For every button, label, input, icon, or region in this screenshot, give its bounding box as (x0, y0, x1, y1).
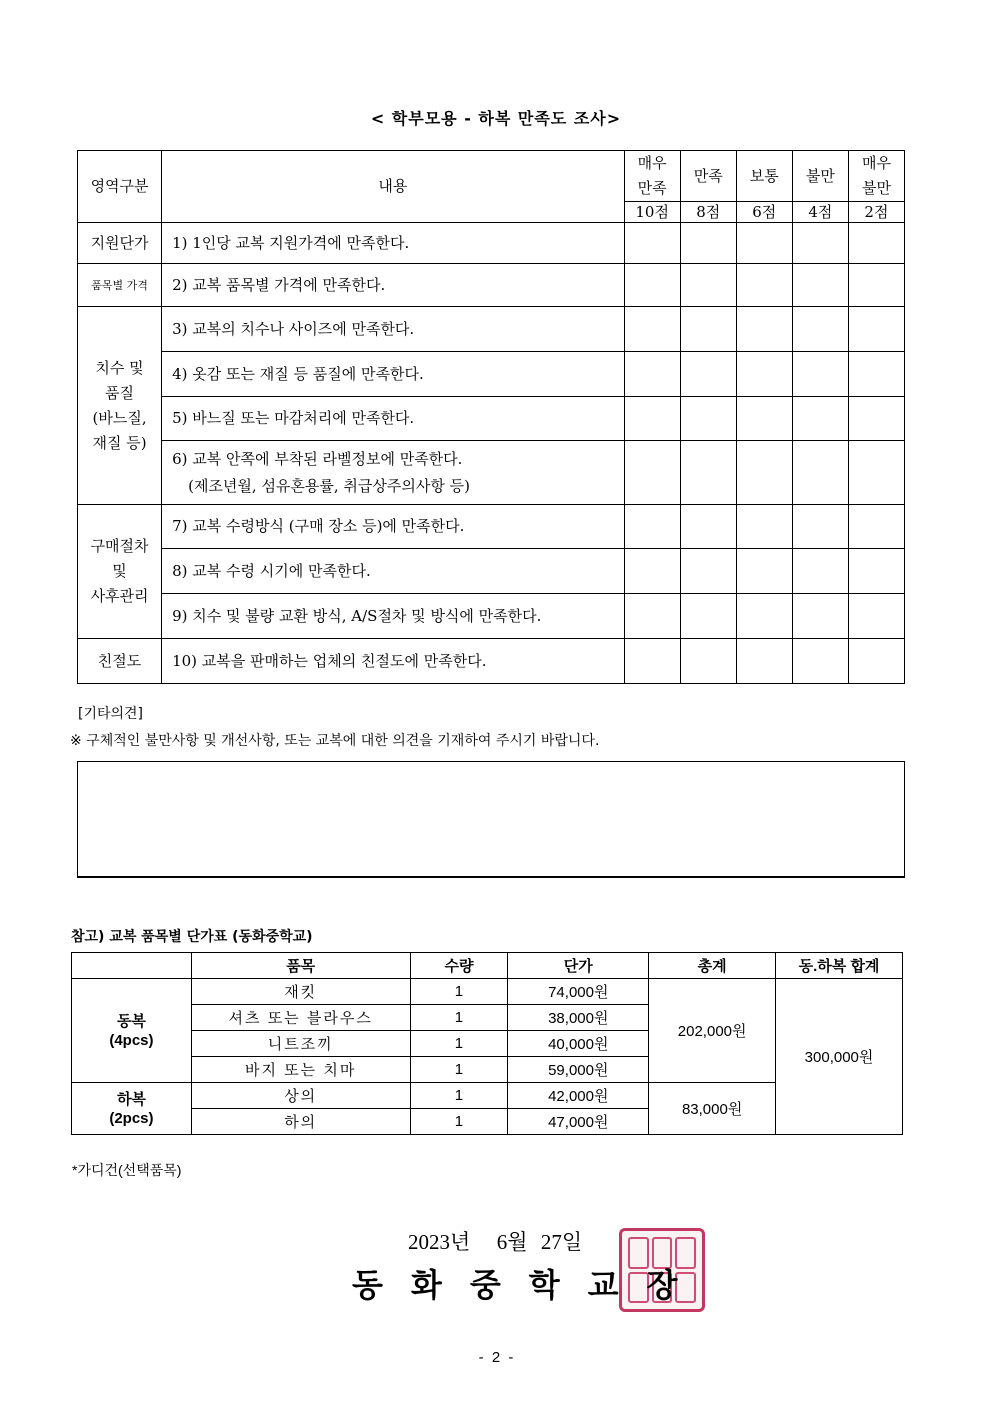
question-row-7 (78, 505, 905, 549)
rating-cell-8[interactable] (680, 594, 736, 639)
survey-header-row (78, 151, 905, 202)
area-line: 치수 및 (95, 358, 144, 377)
question-row-9 (78, 594, 905, 639)
rating-cell-4[interactable] (792, 223, 848, 264)
comment-box[interactable] (77, 761, 905, 878)
rating-cell-2[interactable] (848, 639, 904, 684)
rating-cell-4[interactable] (792, 264, 848, 307)
rating-cell-6[interactable] (736, 549, 792, 594)
header-category (72, 953, 192, 979)
rating-cell-4[interactable] (792, 441, 848, 505)
price-row (72, 979, 903, 1005)
question-text (162, 441, 625, 505)
rating-cell-4[interactable] (792, 352, 848, 397)
rating-cell-8[interactable] (680, 441, 736, 505)
category-summer (72, 1083, 192, 1135)
header-quantity: 수량 (410, 953, 508, 979)
rating-cell-10[interactable] (624, 223, 680, 264)
item-price: 40,000원 (508, 1031, 649, 1057)
question-text: 1) 1인당 교복 지원가격에 만족한다. (162, 223, 625, 264)
rating-cell-8[interactable] (680, 223, 736, 264)
area-support-price: 지원단가 (78, 223, 162, 264)
points-10: 10점 (624, 202, 680, 223)
header-area: 영역구분 (78, 151, 162, 223)
item-qty: 1 (410, 1083, 508, 1109)
area-line: 사후관리 (90, 587, 149, 605)
area-line: (바느질, (92, 408, 147, 427)
question-text: 10) 교복을 판매하는 업체의 친절도에 만족한다. (162, 639, 625, 684)
question-row-10 (78, 639, 905, 684)
price-header-row (72, 953, 903, 979)
header-item: 품목 (191, 953, 410, 979)
rating-cell-4[interactable] (792, 505, 848, 549)
other-opinions-label: [기타의견] (78, 706, 144, 722)
rating-cell-8[interactable] (680, 549, 736, 594)
item-price: 38,000원 (508, 1005, 649, 1031)
header-neutral: 보통 (736, 151, 792, 202)
issue-date: 2023년 6월 27일 (408, 1230, 583, 1254)
scale-label: 불만 (861, 179, 891, 197)
category-name: 하복 (116, 1090, 146, 1108)
header-grand-total: 동.하복 합계 (776, 953, 903, 979)
item-qty: 1 (410, 1005, 508, 1031)
question-detail: (제조년월, 섬유혼용률, 취급상주의사항 등) (188, 476, 470, 495)
header-very-dissatisfied (848, 151, 904, 202)
item-name: 니트조끼 (191, 1031, 410, 1057)
rating-cell-2[interactable] (848, 264, 904, 307)
rating-cell-2[interactable] (848, 505, 904, 549)
area-kindness: 친절도 (78, 639, 162, 684)
question-row-2 (78, 264, 905, 307)
question-main: 6) 교복 안쪽에 부착된 라벨정보에 만족한다. (172, 449, 463, 468)
area-line: 품질 (105, 383, 135, 402)
price-table-caption: 참고) 교복 품목별 단가표 (동화중학교) (71, 929, 313, 945)
survey-title: < 학부모용 - 하복 만족도 조사> (370, 109, 622, 128)
rating-cell-8[interactable] (680, 264, 736, 307)
question-row-3 (78, 307, 905, 352)
item-price: 47,000원 (508, 1109, 649, 1135)
rating-cell-10[interactable] (624, 397, 680, 441)
header-dissatisfied: 불만 (792, 151, 848, 202)
rating-cell-6[interactable] (736, 505, 792, 549)
question-text: 2) 교복 품목별 가격에 만족한다. (162, 264, 625, 307)
scale-label: 매우 (637, 154, 667, 172)
question-text: 5) 바느질 또는 마감처리에 만족한다. (162, 397, 625, 441)
rating-cell-10[interactable] (624, 549, 680, 594)
item-name: 하의 (191, 1109, 410, 1135)
category-winter (72, 979, 192, 1083)
item-qty: 1 (410, 1057, 508, 1083)
header-satisfied: 만족 (680, 151, 736, 202)
rating-cell-2[interactable] (848, 223, 904, 264)
item-qty: 1 (410, 979, 508, 1005)
item-name: 바지 또는 치마 (191, 1057, 410, 1083)
footnote: *가디건(선택품목) (72, 1162, 182, 1178)
rating-cell-2[interactable] (848, 594, 904, 639)
other-opinions-note: ※ 구체적인 불만사항 및 개선사항, 또는 교복에 대한 의견을 기재하여 주시기 바랍니다. (70, 733, 600, 749)
rating-cell-4[interactable] (792, 639, 848, 684)
question-row-6 (78, 441, 905, 505)
rating-cell-6[interactable] (736, 352, 792, 397)
rating-cell-4[interactable] (792, 307, 848, 352)
item-price: 42,000원 (508, 1083, 649, 1109)
rating-cell-6[interactable] (736, 223, 792, 264)
rating-cell-2[interactable] (848, 307, 904, 352)
question-text: 7) 교복 수령방식 (구매 장소 등)에 만족한다. (162, 505, 625, 549)
area-line: 재질 등) (92, 433, 147, 452)
category-count: (2pcs) (109, 1109, 154, 1127)
rating-cell-2[interactable] (848, 549, 904, 594)
rating-cell-8[interactable] (680, 639, 736, 684)
rating-cell-10[interactable] (624, 441, 680, 505)
rating-cell-10[interactable] (624, 264, 680, 307)
summer-total: 83,000원 (649, 1083, 776, 1135)
question-row-5 (78, 397, 905, 441)
rating-cell-8[interactable] (680, 352, 736, 397)
rating-cell-8[interactable] (680, 397, 736, 441)
header-content: 내용 (162, 151, 625, 223)
points-8: 8점 (680, 202, 736, 223)
item-price: 74,000원 (508, 979, 649, 1005)
item-qty: 1 (410, 1109, 508, 1135)
item-name: 재킷 (191, 979, 410, 1005)
rating-cell-6[interactable] (736, 639, 792, 684)
rating-cell-10[interactable] (624, 307, 680, 352)
rating-cell-6[interactable] (736, 594, 792, 639)
category-count: (4pcs) (109, 1031, 154, 1049)
area-item-price: 품목별 가격 (78, 264, 162, 307)
rating-cell-10[interactable] (624, 594, 680, 639)
points-6: 6점 (736, 202, 792, 223)
winter-total: 202,000원 (649, 979, 776, 1083)
question-text: 9) 치수 및 불량 교환 방식, A/S절차 및 방식에 만족한다. (162, 594, 625, 639)
item-price: 59,000원 (508, 1057, 649, 1083)
header-unit-price: 단가 (508, 953, 649, 979)
price-table (71, 952, 903, 1135)
rating-cell-6[interactable] (736, 264, 792, 307)
rating-cell-8[interactable] (680, 505, 736, 549)
page-number: - 2 - (478, 1349, 514, 1366)
rating-cell-2[interactable] (848, 352, 904, 397)
grand-total: 300,000원 (776, 979, 903, 1135)
rating-cell-2[interactable] (848, 397, 904, 441)
area-line: 구매절차 (90, 537, 149, 555)
question-text: 3) 교복의 치수나 사이즈에 만족한다. (162, 307, 625, 352)
scale-label: 매우 (861, 154, 891, 172)
rating-cell-10[interactable] (624, 352, 680, 397)
header-very-satisfied (624, 151, 680, 202)
header-total: 총계 (649, 953, 776, 979)
rating-cell-6[interactable] (736, 441, 792, 505)
rating-cell-10[interactable] (624, 639, 680, 684)
scale-label: 만족 (637, 179, 667, 197)
question-row-1 (78, 223, 905, 264)
question-text: 8) 교복 수령 시기에 만족한다. (162, 549, 625, 594)
question-row-8 (78, 549, 905, 594)
rating-cell-6[interactable] (736, 307, 792, 352)
points-2: 2점 (848, 202, 904, 223)
item-name: 셔츠 또는 블라우스 (191, 1005, 410, 1031)
rating-cell-6[interactable] (736, 397, 792, 441)
rating-cell-4[interactable] (792, 594, 848, 639)
item-qty: 1 (410, 1031, 508, 1057)
question-row-4 (78, 352, 905, 397)
satisfaction-survey-table (77, 150, 905, 684)
rating-cell-8[interactable] (680, 307, 736, 352)
area-line: 및 (112, 562, 127, 580)
rating-cell-10[interactable] (624, 505, 680, 549)
rating-cell-2[interactable] (848, 441, 904, 505)
principal-signature: 동화중학교장 (352, 1266, 706, 1304)
points-4: 4점 (792, 202, 848, 223)
question-text: 4) 옷감 또는 재질 등 품질에 만족한다. (162, 352, 625, 397)
rating-cell-4[interactable] (792, 397, 848, 441)
area-size-quality (78, 307, 162, 505)
area-purchase (78, 505, 162, 639)
category-name: 동복 (116, 1012, 146, 1030)
item-name: 상의 (191, 1083, 410, 1109)
rating-cell-4[interactable] (792, 549, 848, 594)
